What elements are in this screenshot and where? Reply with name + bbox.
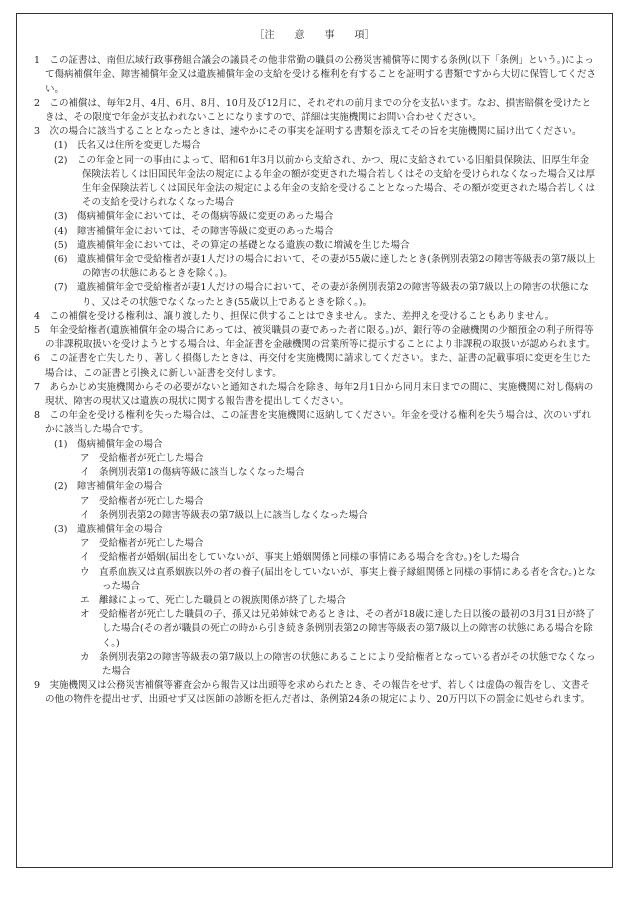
notice-frame: [16, 13, 613, 868]
notice-line: 5 年金受給権者(遺族補償年金の場合にあっては、被災職員の妻であった者に限る。)が、銀行等の金融機関の少額預金の利子所得等の非課税取扱いを受けようとする場合は、年金証書を金融機関の営業所等に提示することにより非課税の取扱いが認められます。: [34, 325, 596, 351]
notice-line: ウ 直系血族又は直系姻族以外の者の養子(届出をしていないが、事実上養子縁組関係と同様の事情にある者を含む。)となった場合: [80, 566, 596, 592]
notice-line: (2) この年金と同一の事由によって、昭和61年3月以前から支給され、かつ、現に支給されている旧船員保険法、旧厚生年金保険法若しくは旧国民年金法の規定による年金の額が変更された場合若しくはその支給を受けられなくなった場合又は厚生年金保険法若しくは国民年金法の規定による年金の支給を受けることとなった場合、その額が変更された場合若しくはその支給を受けられなくなった場合: [54, 154, 596, 209]
notice-line: (6) 遺族補償年金で受給権者が妻1人だけの場合において、その妻が55歳に達したとき(条例別表第2の障害等級表の第7級以上の障害の状態にあるときを除く。)。: [54, 254, 596, 280]
notice-line: エ 離縁によって、死亡した職員との親族関係が終了した場合: [80, 594, 346, 606]
notice-line: イ 条例別表第1の傷病等級に該当しなくなった場合: [80, 467, 305, 479]
notice-line: ア 受給権者が死亡した場合: [80, 538, 204, 550]
notice-line: イ 条例別表第2の障害等級表の第7級以上に該当しなくなった場合: [80, 509, 368, 521]
notice-line: (7) 遺族補償年金で受給権者が妻1人だけの場合において、その妻が条例別表第2の障害等級表の第7級以上の障害の状態になり、又はその状態でなくなったとき(55歳以上であるときを除く。)。: [54, 282, 589, 308]
notice-line: (1) 傷病補償年金の場合: [54, 438, 163, 450]
notice-line: (2) 障害補償年金の場合: [54, 481, 163, 493]
notice-line: (3) 傷病補償年金においては、その傷病等級に変更のあった場合: [54, 211, 334, 223]
notice-body: [17, 54, 612, 707]
notice-line: 6 この証書を亡失したり、著しく損傷したときは、再交付を実施機関に請求してください。また、証書の記載事項に変更を生じた場合は、この証書と引換えに新しい証書を交付します。: [34, 353, 592, 379]
notice-line: 4 この補償を受ける権利は、譲り渡したり、担保に供することはできません。また、差押えを受けることもありません。: [34, 310, 555, 322]
notice-line: カ 条例別表第2の障害等級表の第7級以上の障害の状態にあることにより受給権者となっている者がその状態でなくなった場合: [80, 651, 596, 677]
notice-line: イ 受給権者が婚姻(届出をしていないが、事実上婚姻関係と同様の事情にある場合を含む。)をした場合: [80, 552, 520, 564]
notice-line: (1) 氏名又は住所を変更した場合: [54, 140, 201, 152]
notice-line: 2 この補償は、毎年2月、4月、6月、8月、10月及び12月に、それぞれの前月までの分を支払います。なお、損害賠償を受けたときは、その限度で年金が支払われないことになりますので、詳細は実施機関にお問い合わせください。: [34, 97, 592, 124]
notice-line: (3) 遺族補償年金の場合: [54, 523, 163, 535]
notice-line: (5) 遺族補償年金においては、その算定の基礎となる遺族の数に増減を生じた場合: [54, 239, 410, 251]
notice-line: ア 受給権者が死亡した場合: [80, 452, 204, 464]
notice-line: 7 あらかじめ実施機関からその必要がないと通知された場合を除き、毎年2月1日から同月末日までの間に、実施機関に対し傷病の現状、障害の現状又は遺族の現状に関する報告書を提出してください。: [34, 381, 594, 408]
notice-line: 1 この証書は、南但広域行政事務組合議会の議員その他非常勤の職員の公務災害補償等に関する条例(以下「条例」という。)によって傷病補償年金、障害補償年金又は遺族補償年金の支給を受ける権利を有することを証明する書類ですから大切に保管してください。: [34, 55, 597, 95]
notice-line: オ 受給権者が死亡した職員の子、孫又は兄弟姉妹であるときは、その者が18歳に達した日以後の最初の3月31日が終了した場合(その者が職員の死亡の時から引き続き条例別表第2の障害等級表の第7級以上の障害の状態にある場合を除く。): [80, 609, 595, 649]
notice-line: ア 受給権者が死亡した場合: [80, 495, 204, 507]
notice-line: 9 実施機関又は公務災害補償等審査会から報告又は出頭等を求められたとき、その報告をせず、若しくは虚偽の報告をし、文書その他の物件を提出せず、出頭せず又は医師の診断を拒んだ者は、条例第24条の規定により、20万円以下の罰金に処せられます。: [34, 680, 591, 706]
page-title: ［注 意 事 項］: [254, 30, 375, 41]
notice-line: 8 この年金を受ける権利を失った場合は、この証書を実施機関に返納してください。年金を受ける権利を失う場合は、次のいずれかに該当した場合です。: [34, 410, 592, 436]
notice-line: 3 次の場合に該当することとなったときは、速やかにその事実を証明する書類を添えてその旨を実施機関に届け出てください。: [34, 126, 582, 138]
notice-line: (4) 障害補償年金においては、その障害等級に変更のあった場合: [54, 225, 334, 237]
